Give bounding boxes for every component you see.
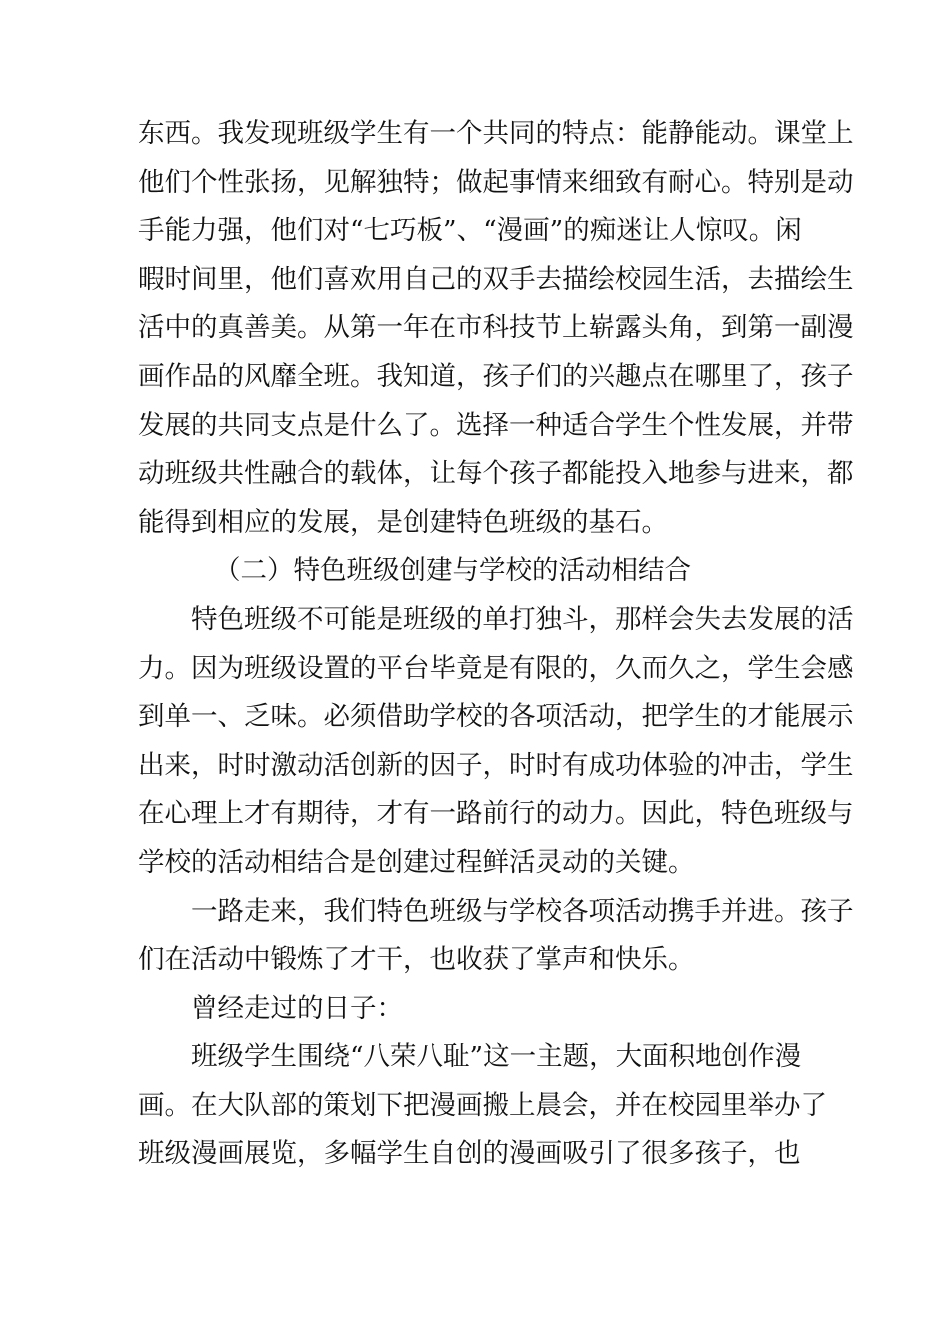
text-line: 动班级共性融合的载体，让每个孩子都能投入地参与进来，都: [138, 458, 854, 490]
text-line: 们在活动中锻炼了才干，也收获了掌声和快乐。: [138, 944, 695, 976]
text-line: 手能力强，他们对“七巧板”、“漫画”的痴迷让人惊叹。闲: [138, 215, 802, 247]
text-line: 东西。我发现班级学生有一个共同的特点：能静能动。课堂上: [138, 118, 854, 149]
text-line: 画作品的风靡全班。我知道，孩子们的兴趣点在哪里了，孩子: [138, 360, 854, 392]
paragraph-first-line: 曾经走过的日子：: [191, 992, 403, 1024]
text-line: 暇时间里，他们喜欢用自己的双手去描绘校园生活，去描绘生: [138, 263, 854, 295]
text-line: 能得到相应的发展，是创建特色班级的基石。: [138, 506, 668, 538]
paragraph-first-line: 特色班级不可能是班级的单打独斗，那样会失去发展的活: [191, 603, 854, 635]
paragraph-first-line: 班级学生围绕“八荣八耻”这一主题，大面积地创作漫: [191, 1041, 802, 1073]
text-line: 力。因为班级设置的平台毕竟是有限的，久而久之，学生会感: [138, 652, 854, 684]
section-heading: （二）特色班级创建与学校的活动相结合: [214, 555, 691, 587]
text-line: 出来，时时激动活创新的因子，时时有成功体验的冲击，学生: [138, 749, 854, 781]
text-line: 到单一、乏味。必须借助学校的各项活动，把学生的才能展示: [138, 701, 854, 733]
text-line: 画。在大队部的策划下把漫画搬上晨会，并在校园里举办了: [138, 1089, 827, 1121]
paragraph-first-line: 一路走来，我们特色班级与学校各项活动携手并进。孩子: [191, 895, 854, 927]
text-line: 学校的活动相结合是创建过程鲜活灵动的关键。: [138, 846, 695, 878]
text-line: 活中的真善美。从第一年在市科技节上崭露头角，到第一副漫: [138, 312, 854, 344]
text-line: 班级漫画展览，多幅学生自创的漫画吸引了很多孩子，也: [138, 1138, 801, 1170]
document-body: [138, 110, 854, 1179]
text-line: 在心理上才有期待，才有一路前行的动力。因此，特色班级与: [138, 798, 854, 830]
text-line: 发展的共同支点是什么了。选择一种适合学生个性发展，并带: [138, 409, 854, 441]
text-line: 他们个性张扬，见解独特；做起事情来细致有耐心。特别是动: [138, 166, 854, 198]
